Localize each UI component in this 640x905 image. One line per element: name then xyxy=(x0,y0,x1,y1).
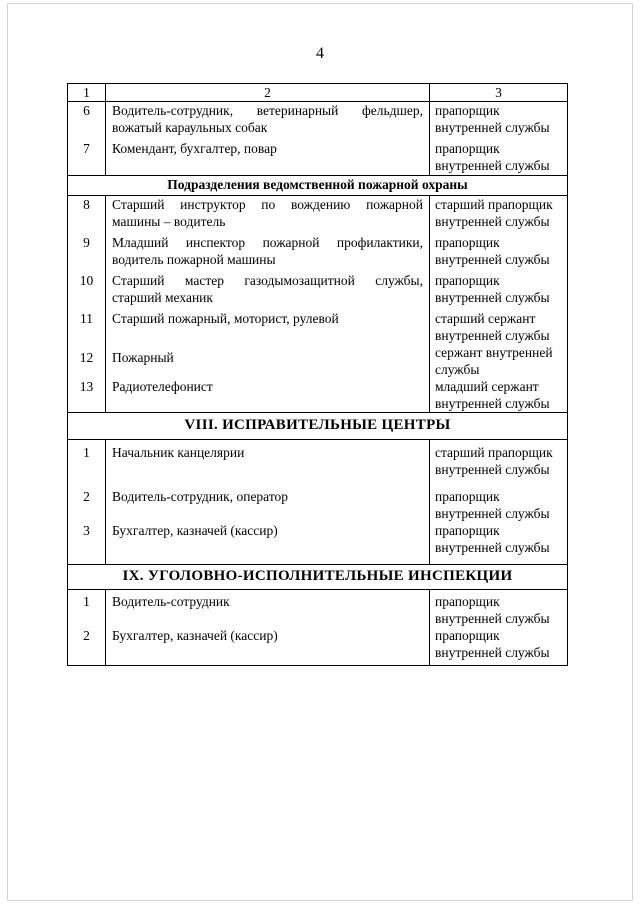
header-col-2: 2 xyxy=(106,84,430,102)
row-number: 1 xyxy=(68,589,106,627)
row-number: 7 xyxy=(68,140,106,176)
table-row xyxy=(68,627,568,665)
row-number: 13 xyxy=(68,378,106,413)
page-number: 4 xyxy=(316,45,324,62)
position-title: Старший инструктор по вождению пожарной машины – водитель xyxy=(106,196,430,234)
rank-title: младший сержант внутренней службы xyxy=(430,378,568,413)
table-row xyxy=(68,589,568,627)
row-number: 2 xyxy=(68,483,106,522)
row-number: 2 xyxy=(68,627,106,665)
section-title: Подразделения ведомственной пожарной охраны xyxy=(68,176,568,196)
section-title: VIII. ИСПРАВИТЕЛЬНЫЕ ЦЕНТРЫ xyxy=(68,412,568,439)
table-row xyxy=(68,483,568,522)
position-title: Радиотелефонист xyxy=(106,378,430,413)
rank-title: старший прапорщик внутренней службы xyxy=(430,196,568,234)
table-row xyxy=(68,310,568,344)
position-title: Бухгалтер, казначей (кассир) xyxy=(106,522,430,564)
rank-title: прапорщик внутренней службы xyxy=(430,589,568,627)
row-number: 3 xyxy=(68,522,106,564)
position-title: Комендант, бухгалтер, повар xyxy=(106,140,430,176)
rank-title: прапорщик внутренней службы xyxy=(430,272,568,310)
position-title: Старший пожарный, моторист, рулевой xyxy=(106,310,430,344)
table-row xyxy=(68,102,568,140)
table-row xyxy=(68,344,568,378)
table-row xyxy=(68,272,568,310)
table-row xyxy=(68,196,568,234)
row-number: 8 xyxy=(68,196,106,234)
rank-title: прапорщик внутренней службы xyxy=(430,627,568,665)
rank-title: прапорщик внутренней службы xyxy=(430,522,568,564)
section-heading-fire xyxy=(68,176,568,196)
rank-title: старший прапорщик внутренней службы xyxy=(430,439,568,483)
rank-title: прапорщик внутренней службы xyxy=(430,102,568,140)
row-number: 6 xyxy=(68,102,106,140)
section-heading-ix xyxy=(68,564,568,589)
table-row xyxy=(68,378,568,413)
position-title: Бухгалтер, казначей (кассир) xyxy=(106,627,430,665)
position-title: Пожарный xyxy=(106,344,430,378)
position-title: Водитель-сотрудник xyxy=(106,589,430,627)
row-number: 11 xyxy=(68,310,106,344)
position-title: Младший инспектор пожарной профилактики, водитель пожарной машины xyxy=(106,234,430,272)
row-number: 9 xyxy=(68,234,106,272)
rank-title: сержант внутренней службы xyxy=(430,344,568,378)
rank-title: прапорщик внутренней службы xyxy=(430,483,568,522)
row-number: 1 xyxy=(68,439,106,483)
header-col-1: 1 xyxy=(68,84,106,102)
section-title: IX. УГОЛОВНО-ИСПОЛНИТЕЛЬНЫЕ ИНСПЕКЦИИ xyxy=(68,564,568,589)
position-title: Старший мастер газодымозащитной службы, старший механик xyxy=(106,272,430,310)
row-number: 10 xyxy=(68,272,106,310)
rank-title: старший сержант внутренней службы xyxy=(430,310,568,344)
rank-title: прапорщик внутренней службы xyxy=(430,234,568,272)
table-row xyxy=(68,140,568,176)
position-title: Начальник канцелярии xyxy=(106,439,430,483)
rank-title: прапорщик внутренней службы xyxy=(430,140,568,176)
position-title: Водитель-сотрудник, ветеринарный фельдшер, вожатый караульных собак xyxy=(106,102,430,140)
row-number: 12 xyxy=(68,344,106,378)
table-row xyxy=(68,439,568,483)
table-header-row xyxy=(68,84,568,102)
table-row xyxy=(68,522,568,564)
positions-table xyxy=(67,83,568,666)
section-heading-viii xyxy=(68,412,568,439)
header-col-3: 3 xyxy=(430,84,568,102)
position-title: Водитель-сотрудник, оператор xyxy=(106,483,430,522)
table-row xyxy=(68,234,568,272)
